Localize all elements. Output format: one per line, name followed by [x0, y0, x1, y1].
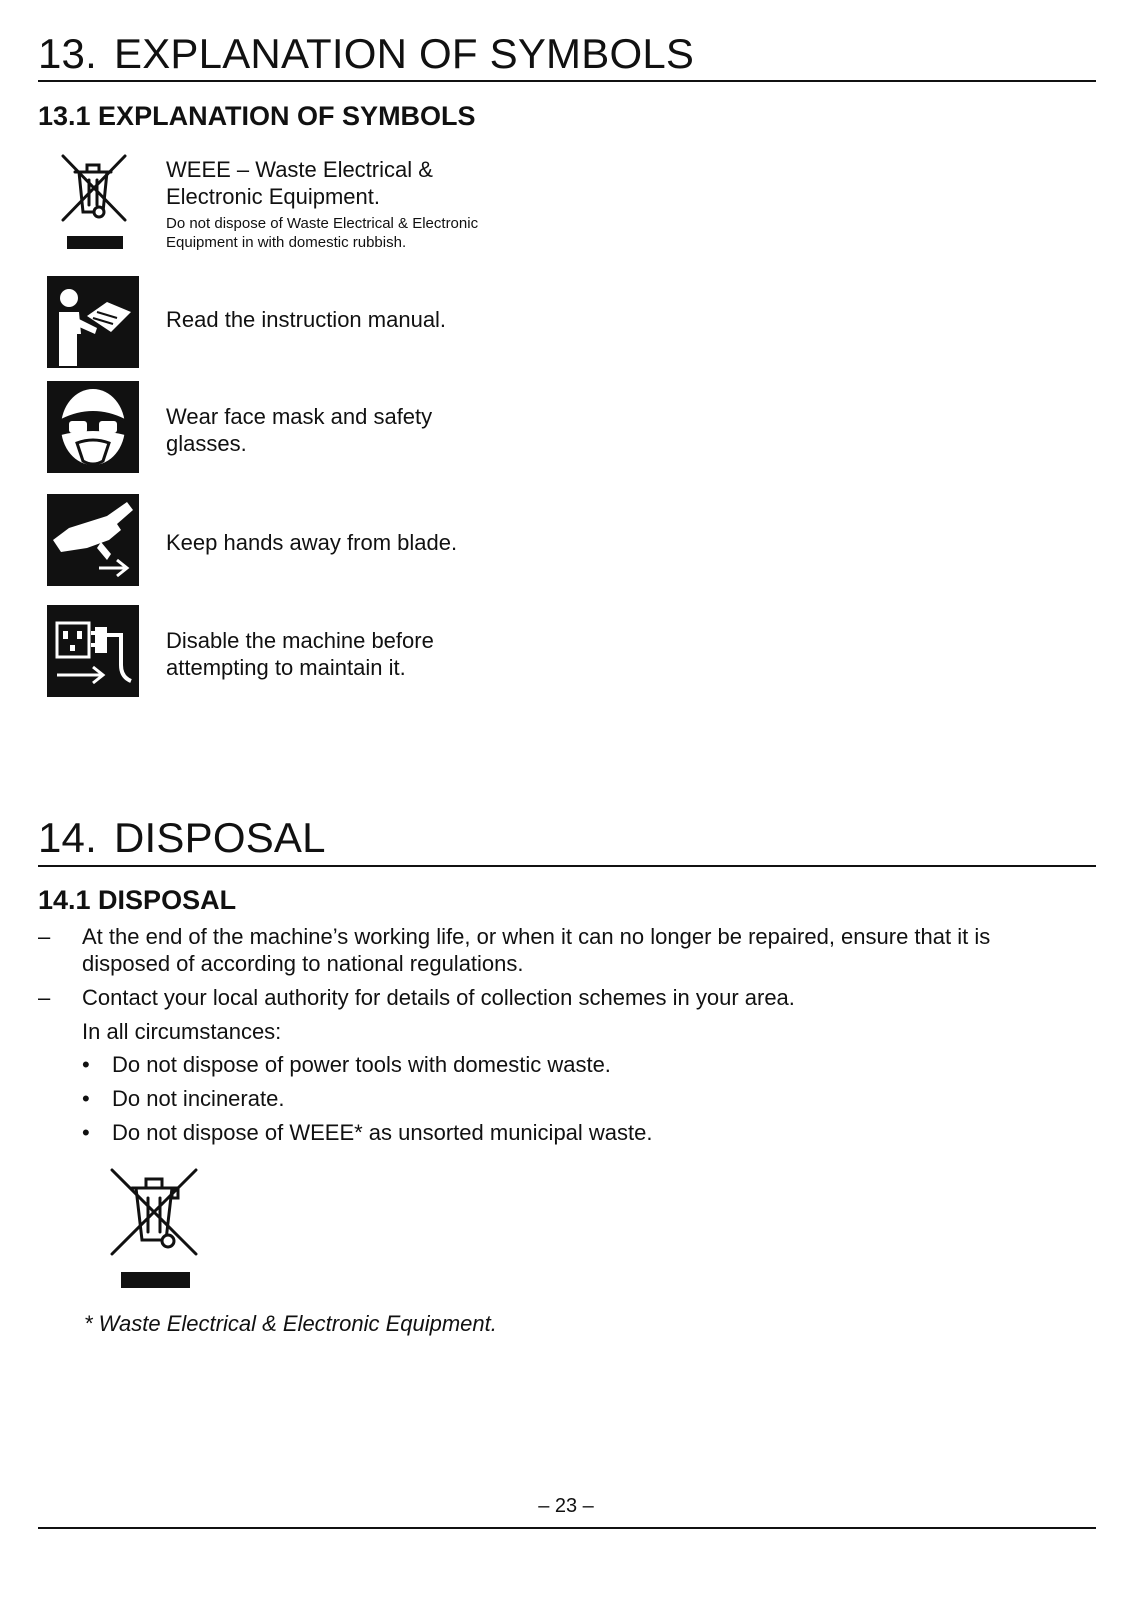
symbol-weee-label-line1: WEEE – Waste Electrical & [166, 157, 433, 182]
bullet-item-2: Do not incinerate. [112, 1086, 285, 1111]
bullet-marker: • [82, 1052, 90, 1077]
weee-footnote: * Waste Electrical & Electronic Equipment. [84, 1311, 497, 1336]
section-13-subheading: 13.1 EXPLANATION OF SYMBOLS [38, 101, 476, 131]
dash-marker: – [38, 985, 51, 1010]
section-14-rule [38, 865, 1096, 867]
read-manual-icon [47, 276, 139, 368]
symbol-weee-label-line2: Electronic Equipment. [166, 184, 380, 209]
bullet-marker: • [82, 1120, 90, 1145]
symbol-disable-machine-label-line1: Disable the machine before [166, 628, 434, 653]
weee-crossed-bin-icon [47, 150, 139, 255]
section-13-rule [38, 80, 1096, 82]
bullet-item-3: Do not dispose of WEEE* as unsorted municipal waste. [112, 1120, 653, 1145]
bullet-marker: • [82, 1086, 90, 1111]
symbol-face-mask-label-line2: glasses. [166, 431, 247, 456]
section-14-number: 14. [38, 814, 97, 861]
symbol-disable-machine-label-line2: attempting to maintain it. [166, 655, 406, 680]
section-13-title: EXPLANATION OF SYMBOLS [114, 30, 695, 77]
disposal-item-2-line1: Contact your local authority for details of collection schemes in your area. [82, 985, 795, 1010]
section-14-subheading: 14.1 DISPOSAL [38, 885, 237, 915]
footer-rule [38, 1527, 1096, 1529]
symbol-hands-away-label: Keep hands away from blade. [166, 530, 458, 555]
disposal-item-1-line2: disposed of according to national regulations. [82, 951, 524, 976]
weee-crossed-bin-icon [108, 1164, 204, 1292]
page-number: – 23 – [538, 1495, 594, 1517]
section-13-heading [38, 31, 694, 77]
face-mask-glasses-icon [47, 381, 139, 473]
section-14-heading [38, 815, 326, 861]
symbol-read-manual-label: Read the instruction manual. [166, 307, 447, 332]
unplug-machine-icon [47, 605, 139, 697]
section-14-title: DISPOSAL [114, 814, 326, 861]
circumstances-label: In all circumstances: [82, 1019, 282, 1044]
hand-away-blade-icon [47, 494, 139, 586]
section-13-number: 13. [38, 30, 97, 77]
disposal-item-1-line1: At the end of the machine’s working life, or when it can no longer be repaired, ensure that it is [82, 924, 991, 949]
symbol-face-mask-label-line1: Wear face mask and safety [166, 404, 433, 429]
dash-marker: – [38, 924, 51, 949]
bullet-item-1: Do not dispose of power tools with domestic waste. [112, 1052, 611, 1077]
symbol-weee-note-line2: Equipment in with domestic rubbish. [166, 234, 407, 251]
symbol-weee-note-line1: Do not dispose of Waste Electrical & Electronic [166, 215, 479, 232]
